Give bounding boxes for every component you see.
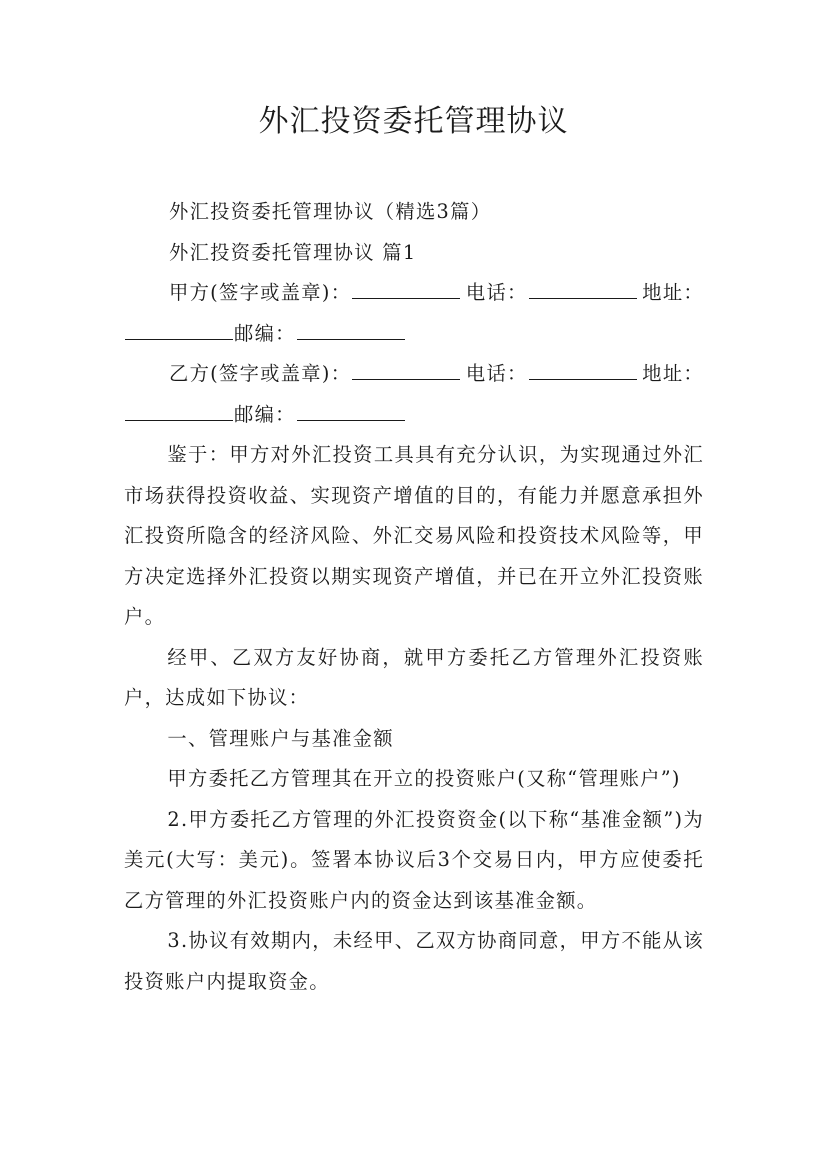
party-a-signature-blank[interactable] xyxy=(352,278,460,299)
party-b-label: 乙方(签字或盖章)： xyxy=(169,362,352,385)
party-b-postcode-label: 邮编： xyxy=(234,402,296,426)
section-heading: 外汇投资委托管理协议 篇1 xyxy=(169,240,417,264)
party-b-line xyxy=(124,354,704,395)
paragraph-recitals: 鉴于：甲方对外汇投资工具具有充分认识，为实现通过外汇市场获得投资收益、实现资产增值的目的，有能力并愿意承担外汇投资所隐含的经济风险、外汇交易风险和投资技术风险等，甲方决定选择外汇投资以期实现资产增值，并已在开立外汇投资账户。 xyxy=(124,443,704,628)
clause-1-2: 2.甲方委托乙方管理的外汇投资资金(以下称“基准金额”)为美元(大写：美元)。签署本协议后3个交易日内，甲方应使委托乙方管理的外汇投资账户内的资金达到该基准金额。 xyxy=(124,807,704,912)
party-a-line-2 xyxy=(124,314,704,355)
party-a-phone-field xyxy=(466,273,638,314)
clause-1-1: 甲方委托乙方管理其在开立的投资账户(又称“管理账户”) xyxy=(167,767,681,790)
party-a-address-label: 地址： xyxy=(642,281,704,304)
party-b-address-label: 地址： xyxy=(642,362,704,385)
document-body xyxy=(124,192,704,1002)
party-b-postcode-blank[interactable] xyxy=(297,400,405,421)
clause-heading-1: 一、管理账户与基准金额 xyxy=(167,726,394,750)
party-a-phone-blank[interactable] xyxy=(529,278,637,299)
paragraph-agreement: 经甲、乙双方友好协商，就甲方委托乙方管理外汇投资账户，达成如下协议： xyxy=(124,645,704,709)
clause-1-3: 3.协议有效期内，未经甲、乙双方协商同意，甲方不能从该投资账户内提取资金。 xyxy=(124,929,704,993)
party-b-phone-field xyxy=(466,354,638,395)
party-b-signature-field xyxy=(169,354,461,395)
party-a-postcode-label: 邮编： xyxy=(234,321,296,345)
party-b-phone-label: 电话： xyxy=(465,362,528,385)
party-a-phone-label: 电话： xyxy=(465,281,528,304)
party-b-address-blank[interactable] xyxy=(125,400,233,421)
party-a-signature-field xyxy=(169,273,461,314)
party-b-line-2 xyxy=(124,395,704,436)
party-b-signature-blank[interactable] xyxy=(352,359,460,380)
party-a-line xyxy=(124,273,704,314)
party-a-postcode-blank[interactable] xyxy=(297,319,405,340)
party-a-address-blank[interactable] xyxy=(125,319,233,340)
party-a-label: 甲方(签字或盖章)： xyxy=(169,281,352,304)
document-title: 外汇投资委托管理协议 xyxy=(258,104,569,139)
document-subtitle: 外汇投资委托管理协议（精选3篇） xyxy=(169,200,492,223)
party-b-phone-blank[interactable] xyxy=(529,359,637,380)
